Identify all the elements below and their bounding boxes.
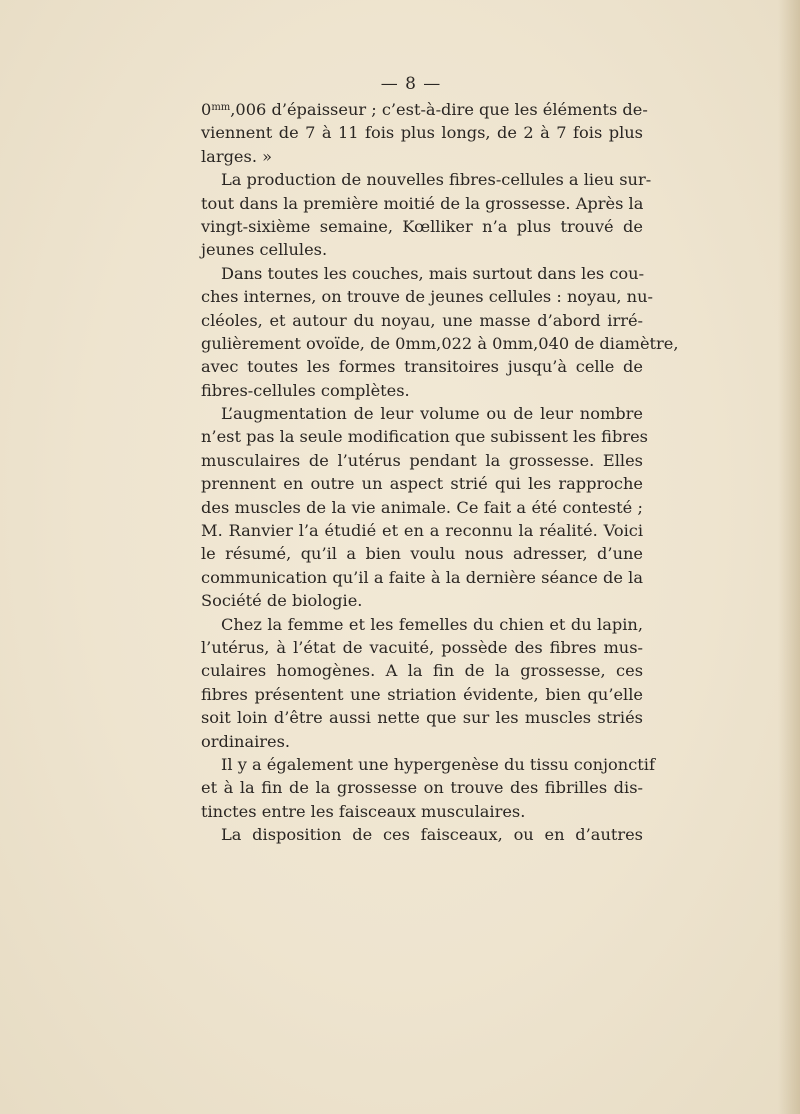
text-line: M. Ranvier l’a étudié et en a reconnu la réalité. Voici (201, 521, 643, 541)
text-line: l’utérus, à l’état de vacuité, possède des fibres mus- (201, 637, 643, 657)
text-line: Société de biologie. (201, 591, 363, 611)
text-line: ches internes, on trouve de jeunes cellules : noyau, nu- (201, 287, 653, 307)
text-line: La disposition de ces faisceaux, ou en d’autres (221, 825, 643, 845)
page-edge-shadow (778, 0, 800, 1114)
text-line: communication qu’il a faite à la dernière séance de la (201, 567, 643, 587)
text-line: avec toutes les formes transitoires jusqu’à celle de (201, 357, 643, 377)
text-line: jeunes cellules. (201, 240, 328, 260)
text-line: L’augmentation de leur volume ou de leur nombre (221, 404, 643, 424)
text-line: La production de nouvelles fibres-cellules a lieu sur- (221, 170, 652, 190)
text-line: viennent de 7 à 11 fois plus longs, de 2 à 7 fois plus (201, 123, 643, 143)
measurement-prefix: 0 (201, 100, 212, 119)
text-line: des muscles de la vie animale. Ce fait a été contesté ; (201, 497, 643, 517)
text-line: Chez la femme et les femelles du chien et du lapin, (221, 614, 643, 634)
measurement-unit: mm (211, 102, 231, 113)
text-line: musculaires de l’utérus pendant la grossesse. Elles (201, 450, 643, 470)
text-line: ordinaires. (201, 731, 291, 751)
text-line: soit loin d’être aussi nette que sur les muscles striés (201, 708, 643, 728)
text-line: gulièrement ovoïde, de 0mm,022 à 0mm,040 de diamètre, (201, 333, 679, 353)
line-text: ,006 d’épaisseur ; c’est-à-dire que les éléments de- (230, 100, 648, 119)
text-line: tout dans la première moitié de la grossesse. Après la (201, 193, 644, 213)
text-line: larges. » (201, 146, 273, 166)
text-line: n’est pas la seule modification que subissent les fibres (201, 427, 648, 447)
text-line: le résumé, qu’il a bien voulu nous adresser, d’une (201, 544, 643, 564)
text-line: Dans toutes les couches, mais surtout dans les cou- (221, 263, 645, 283)
text-line: tinctes entre les faisceaux musculaires. (201, 801, 526, 821)
page-number: — 8 — (380, 74, 442, 94)
text-line: fibres présentent une striation évidente, bien qu’elle (201, 684, 643, 704)
text-line: et à la fin de la grossesse on trouve des fibrilles dis- (201, 778, 643, 798)
text-line: vingt-sixième semaine, Kœlliker n’a plus trouvé de (201, 216, 643, 236)
text-line: cléoles, et autour du noyau, une masse d’abord irré- (201, 310, 643, 330)
text-line: Il y a également une hypergenèse du tissu conjonctif (221, 754, 655, 774)
text-line: culaires homogènes. A la fin de la grossesse, ces (201, 661, 643, 681)
text-line: fibres-cellules complètes. (201, 380, 410, 400)
text-line: prennent en outre un aspect strié qui les rapproche (201, 474, 643, 494)
text-line (201, 98, 648, 121)
body-text (201, 98, 679, 847)
